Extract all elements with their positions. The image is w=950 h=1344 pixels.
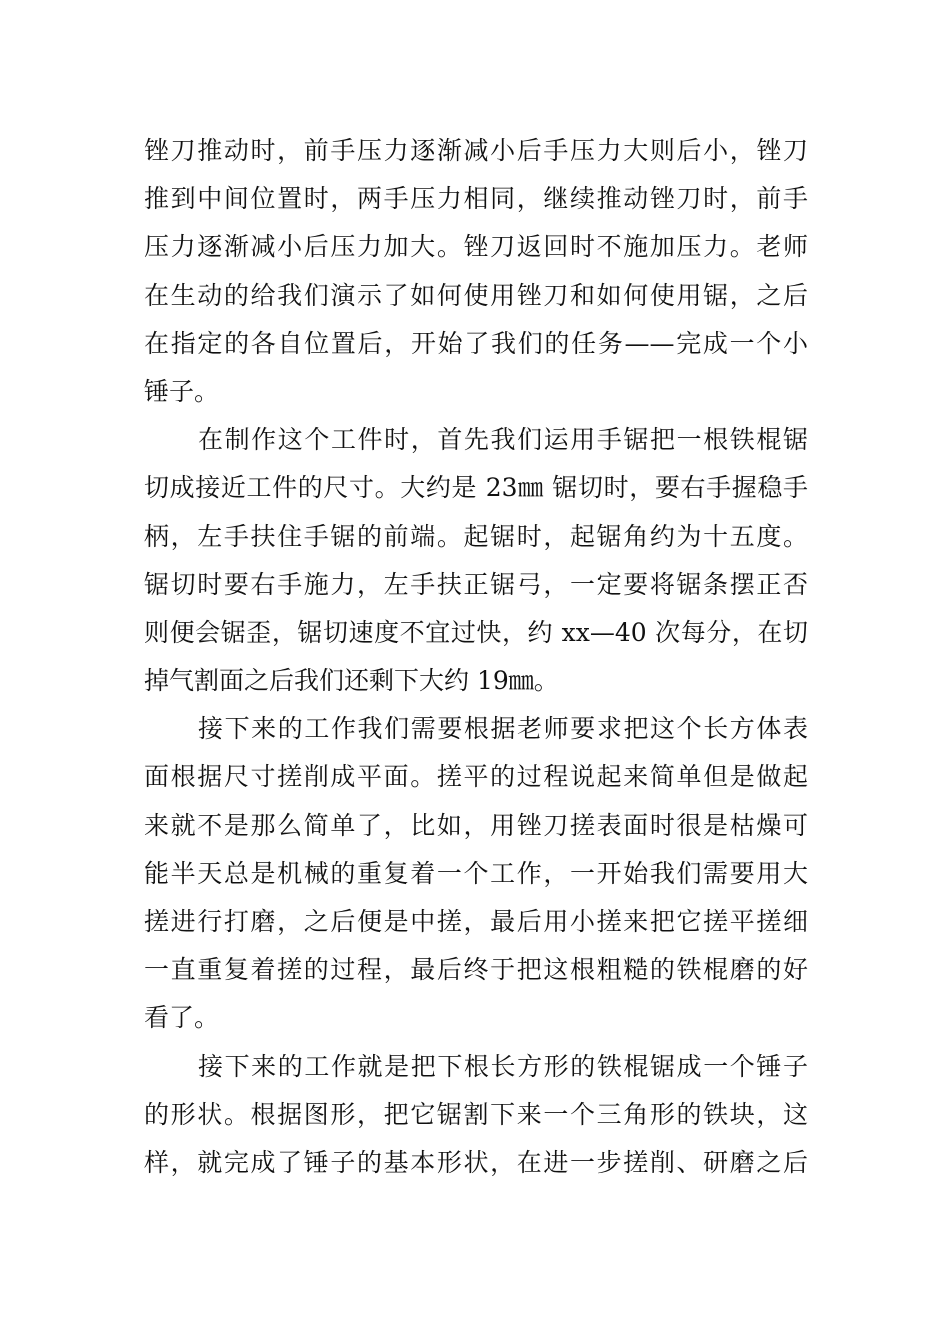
paragraph-1	[144, 127, 808, 416]
text-line: 接下来的工作就是把下根长方形的铁棍锯成一个锤子	[198, 1051, 808, 1081]
text-line: 能半天总是机械的重复着一个工作，一开始我们需要用大	[144, 858, 808, 888]
text-line: 面根据尺寸搓削成平面。搓平的过程说起来简单但是做起	[144, 762, 808, 792]
text-line: 锯切时要右手施力，左手扶正锯弓，一定要将锯条摆正否	[144, 569, 808, 599]
text-line: 切成接近工件的尺寸。大约是 23㎜ 锯切时，要右手握稳手	[144, 473, 808, 503]
text-line: 样，就完成了锤子的基本形状，在进一步搓削、研磨之后	[144, 1147, 808, 1177]
paragraph-4	[144, 1043, 808, 1188]
text-line: 锤子。	[144, 376, 220, 406]
text-line: 在生动的给我们演示了如何使用锉刀和如何使用锯，之后	[144, 280, 808, 310]
text-line: 在制作这个工件时，首先我们运用手锯把一根铁棍锯	[198, 425, 808, 455]
text-line: 看了。	[144, 1003, 220, 1033]
text-line: 柄，左手扶住手锯的前端。起锯时，起锯角约为十五度。	[144, 521, 808, 551]
text-line: 一直重复着搓的过程，最后终于把这根粗糙的铁棍磨的好	[144, 955, 808, 985]
text-line: 则便会锯歪，锯切速度不宜过快，约 xx—40 次每分，在切	[144, 617, 808, 647]
text-line: 压力逐渐减小后压力加大。锉刀返回时不施加压力。老师	[144, 232, 808, 262]
text-line: 在指定的各自位置后，开始了我们的任务——完成一个小	[144, 328, 808, 358]
text-line: 搓进行打磨，之后便是中搓，最后用小搓来把它搓平搓细	[144, 907, 808, 936]
text-line: 来就不是那么简单了，比如，用锉刀搓表面时很是枯燥可	[144, 810, 808, 840]
text-line: 的形状。根据图形，把它锯割下来一个三角形的铁块，这	[144, 1099, 808, 1129]
text-line: 掉气割面之后我们还剩下大约 19㎜。	[144, 666, 559, 696]
text-line: 推到中间位置时，两手压力相同，继续推动锉刀时，前手	[144, 184, 808, 214]
text-line: 锉刀推动时，前手压力逐渐减小后手压力大则后小，锉刀	[144, 136, 808, 165]
paragraph-3	[144, 705, 808, 1042]
document-body	[144, 127, 808, 1187]
paragraph-2	[144, 416, 808, 705]
text-line: 接下来的工作我们需要根据老师要求把这个长方体表	[198, 714, 808, 744]
